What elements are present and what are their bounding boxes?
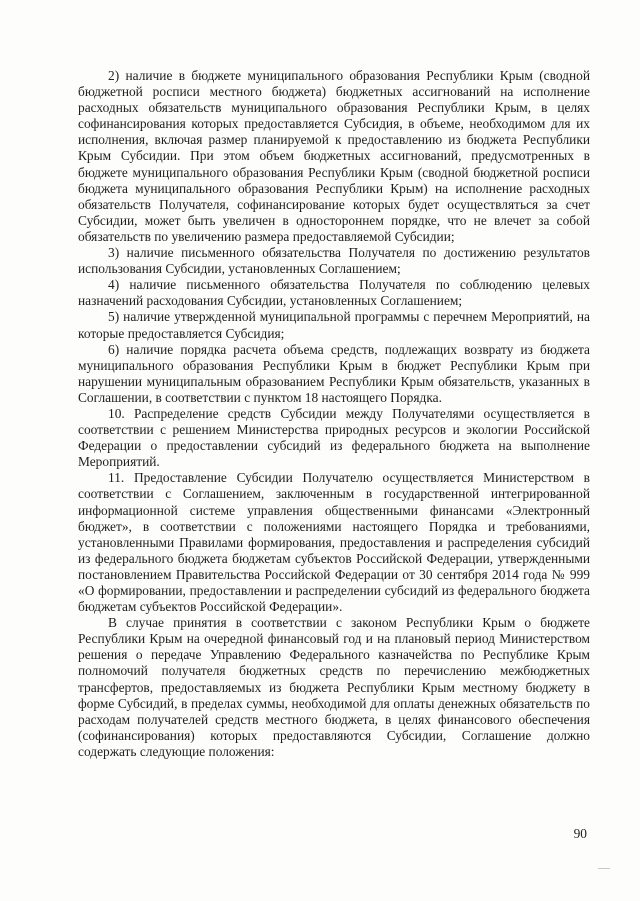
paragraph-item-6: 6) наличие порядка расчета объема средств, подлежащих возврату из бюджета муниципального образования Республики Крым в бюджет Республики Крым при нарушении муниципальным образованием Республики Крым обязательств, указанных в Соглашении, в соответствии с пунктом 18 настоящего Порядка.	[78, 341, 590, 405]
paragraph-item-4: 4) наличие письменного обязательства Получателя по соблюдению целевых назначений расходования Субсидии, установленных Соглашением;	[78, 277, 590, 309]
paragraph-clause-10: 10. Распределение средств Субсидии между Получателями осуществляется в соответствии с решением Министерства природных ресурсов и экологии Российской Федерации о предоставлении субсидий из федерального бюджета на выполнение Мероприятий.	[78, 405, 590, 470]
document-body	[78, 68, 590, 760]
paragraph-clause-11: 11. Предоставление Субсидии Получателю осуществляется Министерством в соответствии с Соглашением, заключенным в государственной интегрированной информационной системе управления общественными финансами «Электронный бюджет», в соответствии с положениями настоящего Порядка и требованиями, установленными Правилами формирования, предоставления и распределения субсидий из федерального бюджета бюджетам субъектов Российской Федерации, утвержденными постановлением Правительства Российской Федерации от 30 сентября 2014 года № 999 «О формировании, предоставлении и распределении субсидий из федерального бюджета бюджетам субъектов Российской Федерации».	[78, 470, 590, 615]
paragraph-item-3: 3) наличие письменного обязательства Получателя по достижению результатов использования Субсидии, установленных Соглашением;	[78, 245, 590, 277]
scan-edge-mark	[598, 868, 610, 869]
paragraph-item-5: 5) наличие утвержденной муниципальной программы с перечнем Мероприятий, на которые предоставляется Субсидия;	[78, 309, 590, 341]
paragraph-item-2: 2) наличие в бюджете муниципального образования Республики Крым (сводной бюджетной росписи местного бюджета) бюджетных ассигнований на исполнение расходных обязательств муниципального образования Республики Крым, в целях софинансирования которых предоставляется Субсидия, в объеме, необходимом для их исполнения, включая размер планируемой к предоставлению из бюджета Республики Крым Субсидии. При этом объем бюджетных ассигнований, предусмотренных в бюджете муниципального образования Республики Крым (сводной бюджетной росписи бюджета муниципального образования Республики Крым) на исполнение расходных обязательств Получателя, софинансирование которых будет осуществляться за счет Субсидии, может быть увеличен в одностороннем порядке, что не влечет за собой обязательств по увеличению размера предоставляемой Субсидии;	[78, 68, 590, 244]
paragraph-transfer-case: В случае принятия в соответствии с законом Республики Крым о бюджете Республики Крым на очередной финансовый год и на плановый период Министерством решения о передаче Управлению Федерального казначейства по Республике Крым полномочий получателя бюджетных средств по перечислению межбюджетных трансфертов, предоставляемых из бюджета Республики Крым местному бюджету в форме Субсидий, в пределах суммы, необходимой для оплаты денежных обязательств по расходам получателей средств местного бюджета, в целях финансового обеспечения (софинансирования) которых предоставляются Субсидии, Соглашение должно содержать следующие положения:	[78, 615, 590, 759]
page-number: 90	[573, 826, 587, 841]
